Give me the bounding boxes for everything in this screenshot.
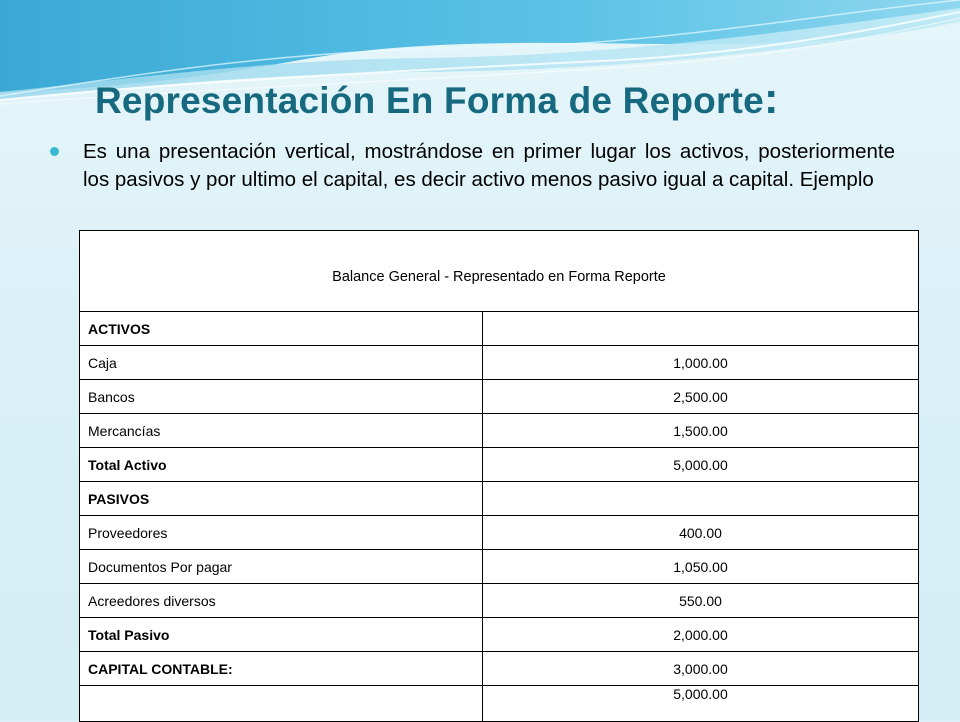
account-amount: 2,000.00 <box>483 618 919 652</box>
bullet-icon <box>50 147 59 156</box>
account-label: Caja <box>80 346 483 380</box>
table-row <box>80 550 919 584</box>
table-row <box>80 584 919 618</box>
table-row <box>80 482 919 516</box>
balance-sheet-table <box>79 230 919 722</box>
account-label: Acreedores diversos <box>80 584 483 618</box>
account-label: CAPITAL CONTABLE: <box>80 652 483 686</box>
account-amount: 400.00 <box>483 516 919 550</box>
table-row <box>80 618 919 652</box>
table-row <box>80 414 919 448</box>
table-row <box>80 686 919 722</box>
table-row <box>80 652 919 686</box>
slide-title-text: Representación En Forma de Reporte <box>95 80 764 121</box>
account-amount: 3,000.00 <box>483 652 919 686</box>
account-label: ACTIVOS <box>80 312 483 346</box>
account-label: Total Pasivo <box>80 618 483 652</box>
table-caption: Balance General - Representado en Forma Reporte <box>80 231 919 312</box>
table-row <box>80 380 919 414</box>
account-amount: 1,500.00 <box>483 414 919 448</box>
account-label: Total Activo <box>80 448 483 482</box>
account-amount <box>483 312 919 346</box>
account-label: PASIVOS <box>80 482 483 516</box>
account-label: Documentos Por pagar <box>80 550 483 584</box>
account-amount <box>483 482 919 516</box>
account-label: Proveedores <box>80 516 483 550</box>
slide-title-colon: : <box>763 74 779 123</box>
account-label: Mercancías <box>80 414 483 448</box>
table-row <box>80 448 919 482</box>
account-label <box>80 686 483 722</box>
table-row <box>80 346 919 380</box>
account-amount: 5,000.00 <box>483 686 919 722</box>
account-amount: 550.00 <box>483 584 919 618</box>
table-body <box>80 312 919 722</box>
slide-title <box>95 74 779 123</box>
table-row <box>80 312 919 346</box>
account-amount: 1,050.00 <box>483 550 919 584</box>
account-amount: 5,000.00 <box>483 448 919 482</box>
table-row <box>80 516 919 550</box>
bullet-item <box>50 138 895 194</box>
account-amount: 2,500.00 <box>483 380 919 414</box>
account-label: Bancos <box>80 380 483 414</box>
account-amount: 1,000.00 <box>483 346 919 380</box>
bullet-text: Es una presentación vertical, mostrándose en primer lugar los activos, posteriormente los pasivos y por ultimo el capital, es decir activo menos pasivo igual a capital. Ejemplo <box>83 140 895 191</box>
